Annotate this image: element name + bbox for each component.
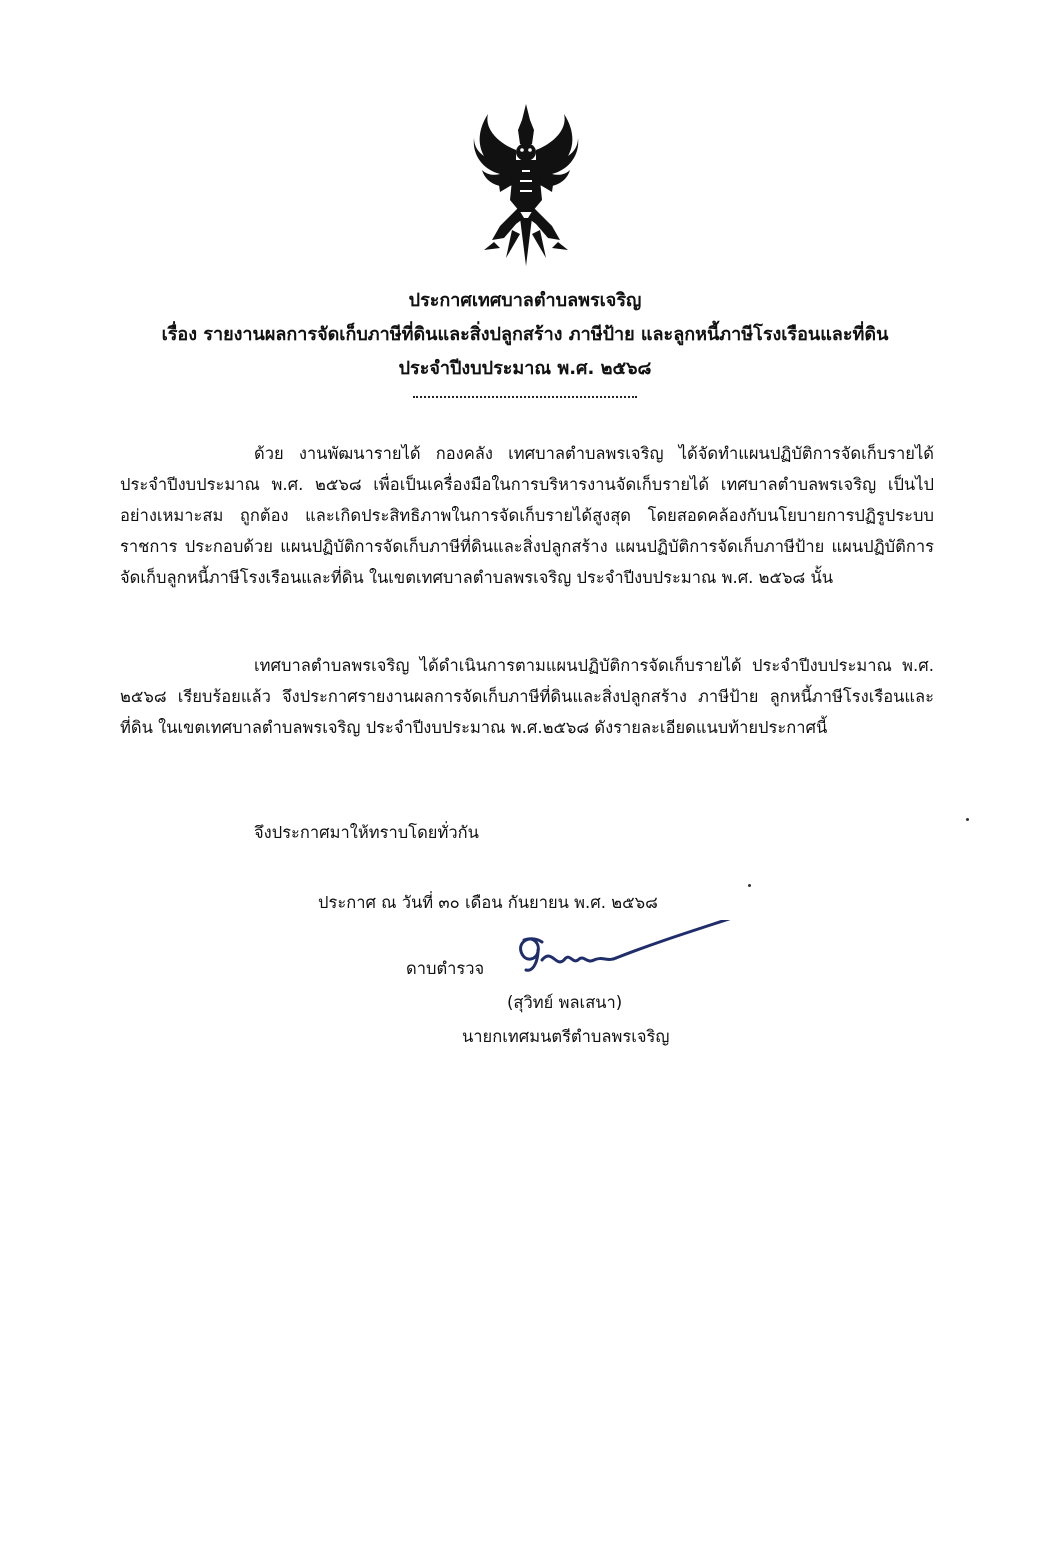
announcement-fiscal-year: ประจำปีงบประมาณ พ.ศ. ๒๕๖๘ <box>398 358 652 379</box>
signer-position: นายกเทศมนตรีตำบลพรเจริญ <box>462 1027 670 1046</box>
body-paragraph-2: เทศบาลตำบลพรเจริญ ได้ดำเนินการตามแผนปฏิบัติการจัดเก็บรายได้ ประจำปีงบประมาณ พ.ศ. ๒๕๖๘ เรียบร้อยแล้ว จึงประกาศรายงานผลการจัดเก็บภาษีที่ดินและสิ่งปลูกสร้าง ภาษีป้าย ลูกหนี้ภาษีโรงเรือนและที่ดิน ในเขตเทศบาลตำบลพรเจริญ ประจำปีงบประมาณ พ.ศ.๒๕๖๘ ดังรายละเอียดแนบท้ายประกาศนี้ <box>120 656 934 737</box>
dotted-separator <box>413 396 637 398</box>
garuda-emblem-icon <box>470 100 582 268</box>
closing-line: จึงประกาศมาให้ทราบโดยทั่วกัน <box>254 823 479 842</box>
body-paragraph-1: ด้วย งานพัฒนารายได้ กองคลัง เทศบาลตำบลพรเจริญ ได้จัดทำแผนปฏิบัติการจัดเก็บรายได้ ประจำปีงบประมาณ พ.ศ. ๒๕๖๘ เพื่อเป็นเครื่องมือในการบริหารงานจัดเก็บรายได้ เทศบาลตำบลพรเจริญ เป็นไปอย่างเหมาะสม ถูกต้อง และเกิดประสิทธิภาพในการจัดเก็บรายได้สูงสุด โดยสอดคล้องกับนโยบายการปฏิรูประบบราชการ ประกอบด้วย แผนปฏิบัติการจัดเก็บภาษีที่ดินและสิ่งปลูกสร้าง แผนปฏิบัติการจัดเก็บภาษีป้าย แผนปฏิบัติการจัดเก็บลูกหนี้ภาษีโรงเรือนและที่ดิน ในเขตเทศบาลตำบลพรเจริญ ประจำปีงบประมาณ พ.ศ. ๒๕๖๘ นั้น <box>120 444 934 587</box>
signer-name: (สุวิทย์ พลเสนา) <box>507 993 623 1012</box>
date-line: ประกาศ ณ วันที่ ๓๐ เดือน กันยายน พ.ศ. ๒๕๖๘ <box>318 893 658 912</box>
scan-speck <box>748 884 751 887</box>
handwritten-signature <box>512 920 762 990</box>
announcement-title: ประกาศเทศบาลตำบลพรเจริญ <box>408 290 642 311</box>
scan-speck <box>966 818 969 821</box>
announcement-subject: เรื่อง รายงานผลการจัดเก็บภาษีที่ดินและสิ่งปลูกสร้าง ภาษีป้าย และลูกหนี้ภาษีโรงเรือนและที่ดิน <box>161 324 889 345</box>
signer-rank: ดาบตำรวจ <box>406 959 485 978</box>
